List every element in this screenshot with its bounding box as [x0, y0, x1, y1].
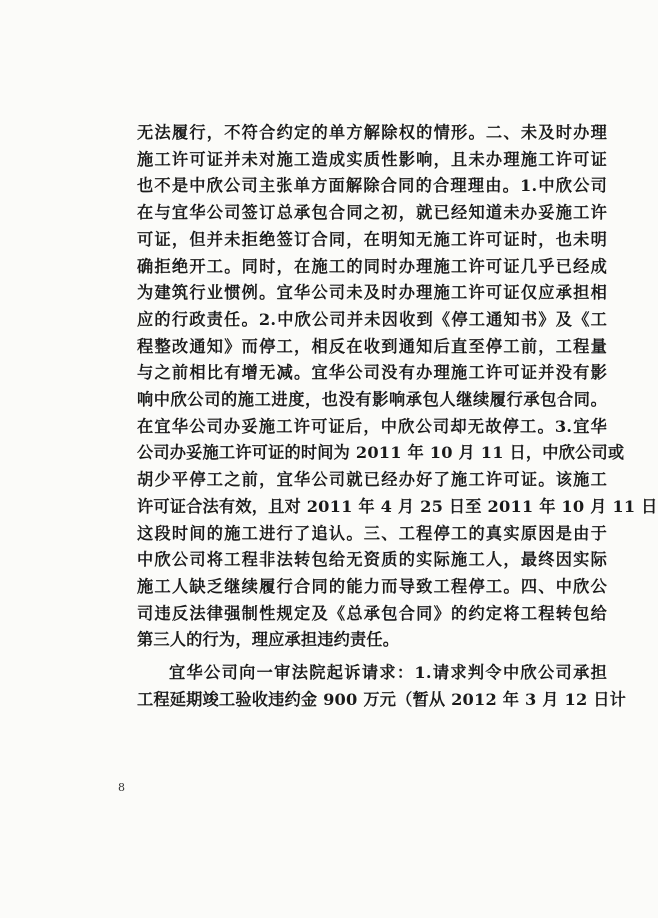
text-line: 无法履行，不符合约定的单方解除权的情形。二、未及时办理: [137, 123, 607, 142]
text-line: 可证，但并未拒绝签订合同，在明知无施工许可证时，也未明: [137, 229, 607, 249]
text-line: 胡少平停工之前，宜华公司就已经办好了施工许可证。该施工: [137, 470, 607, 490]
text-line: 工程延期竣工验收违约金 900 万元（暂从 2012 年 3 月 12 日计: [137, 689, 627, 709]
text-line: 在宜华公司办妥施工许可证后，中欣公司却无故停工。3.宜华: [137, 416, 607, 436]
text-line: 在与宜华公司签订总承包合同之初，就已经知道未办妥施工许: [137, 203, 607, 223]
text-line: 应的行政责任。2.中欣公司并未因收到《停工通知书》及《工: [137, 309, 607, 329]
text-line: 程整改通知》而停工，相反在收到通知后直至停工前，工程量: [137, 336, 607, 356]
text-line: 确拒绝开工。同时，在施工的同时办理施工许可证几乎已经成: [137, 256, 607, 276]
text-line: 这段时间的施工进行了追认。三、工程停工的真实原因是由于: [137, 523, 607, 543]
text-line: 与之前相比有增无减。宜华公司没有办理施工许可证并没有影: [137, 363, 607, 383]
text-line: 第三人的行为，理应承担违约责任。: [137, 630, 400, 650]
text-line: 宜华公司向一审法院起诉请求：1.请求判令中欣公司承担: [169, 663, 607, 683]
text-line: 施工人缺乏继续履行合同的能力而导致工程停工。四、中欣公: [137, 576, 607, 596]
text-line: 为建筑行业惯例。宜华公司未及时办理施工许可证仅应承担相: [137, 283, 607, 303]
text-line: 司违反法律强制性规定及《总承包合同》的约定将工程转包给: [137, 603, 607, 623]
text-line: 公司办妥施工许可证的时间为 2011 年 10 月 11 日，中欣公司或: [137, 443, 625, 463]
text-line: 许可证合法有效，且对 2011 年 4 月 25 日至 2011 年 10 月 11 日: [137, 496, 658, 516]
text-line: 也不是中欣公司主张单方面解除合同的合理理由。1.中欣公司: [137, 176, 607, 196]
body-text: [137, 120, 658, 713]
text-line: 中欣公司将工程非法转包给无资质的实际施工人，最终因实际: [137, 550, 607, 570]
text-line: 施工许可证并未对施工造成实质性影响，且未办理施工许可证: [137, 149, 607, 169]
text-line: 响中欣公司的施工进度，也没有影响承包人继续履行承包合同。: [137, 390, 607, 410]
page-number: 8: [118, 781, 125, 794]
